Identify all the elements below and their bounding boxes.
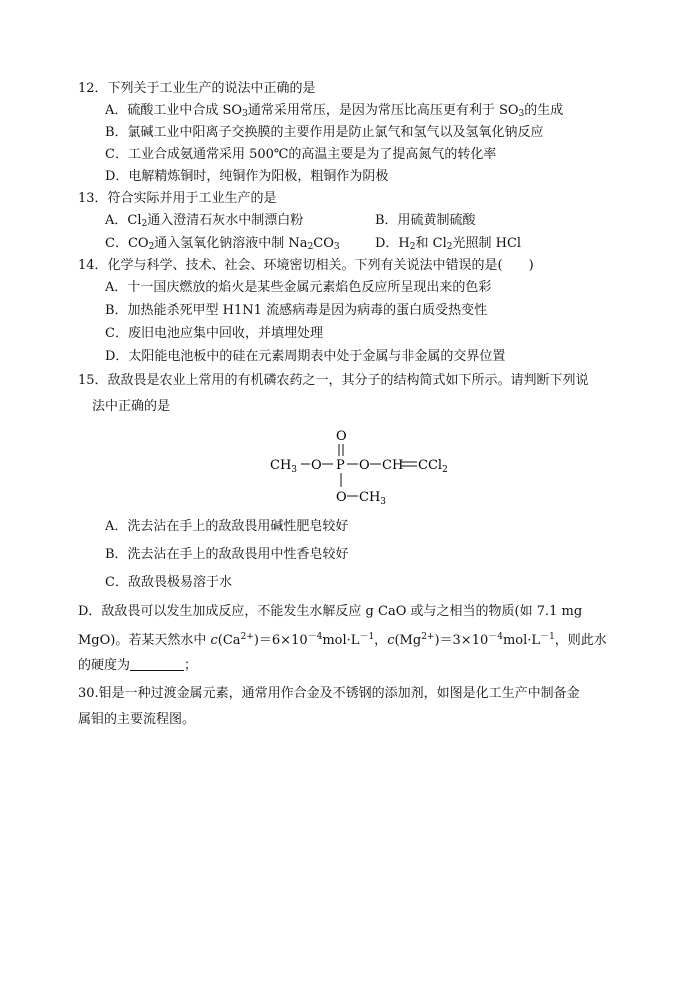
q15-stem-line1: 15．敌敌畏是农业上常用的有机磷农药之一，其分子的结构简式如下所示。请判断下列说: [78, 373, 589, 388]
q13-row-ab: [105, 212, 665, 233]
q30-line2: 属钼的主要流程图。: [78, 712, 196, 727]
q14-option-c: C．废旧电池应集中回收，并填埋处理: [105, 326, 323, 341]
formula-o1: O: [311, 458, 322, 473]
formula-ch3-left: $CH_3$: [270, 458, 298, 475]
q13-option-b: B．用硫黄制硫酸: [375, 213, 476, 228]
formula-o-bottom: O: [336, 490, 347, 505]
q13-stem: 13．符合实际并用于工业生产的是: [78, 191, 277, 206]
formula-p: P: [336, 458, 345, 473]
structural-formula: [260, 425, 470, 510]
formula-o-top: O: [336, 429, 347, 444]
q30-line1: 30.钼是一种过渡金属元素，通常用作合金及不锈钢的添加剂，如图是化工生产中制备金: [78, 686, 580, 701]
q12-option-b: B．氯碱工业中阳离子交换膜的主要作用是防止氯气和氢气以及氢氧化钠反应: [105, 125, 544, 140]
formula-o2: O: [359, 458, 370, 473]
q15-option-c: C．敌敌畏极易溶于水: [105, 575, 232, 590]
q14-stem: 14．化学与科学、技术、社会、环境密切相关。下列有关说法中错误的是( ): [78, 258, 534, 273]
q15-option-a: A．洗去沾在手上的敌敌畏用碱性肥皂较好: [105, 519, 349, 534]
q14-option-d: D．太阳能电池板中的硅在元素周期表中处于金属与非金属的交界位置: [105, 349, 506, 364]
q13-option-d: D．$H_2$和 $Cl_2$光照制 HCl: [375, 236, 522, 252]
formula-ccl2: CCl$_2$: [418, 458, 448, 475]
q14-option-b: B．加热能杀死甲型 H1N1 流感病毒是因为病毒的蛋白质受热变性: [105, 303, 488, 318]
q12-option-a: A．硫酸工业中合成 $SO_3$通常采用常压，是因为常压比高压更有利于 $SO_3$的生成: [105, 103, 564, 119]
q15-option-d: D．敌敌畏可以发生加成反应，不能发生水解反应 g CaO 或与之相当的物质(如 7.1 mg: [78, 604, 583, 619]
hardness-line2: 的硬度为 ；: [78, 658, 198, 673]
q12-option-c: C．工业合成氨通常采用 500℃的高温主要是为了提高氮气的转化率: [105, 147, 497, 162]
q13-option-a: A．$Cl_2$通入澄清石灰水中制漂白粉: [105, 213, 304, 229]
q13-option-c: C．$CO_2$通入氢氧化钠溶液中制 $Na_2CO_3$: [105, 236, 340, 252]
q15-stem-line2: 法中正确的是: [92, 399, 171, 414]
answer-blank[interactable]: [130, 658, 184, 671]
hardness-line1: MgO)。若某天然水中 $c(Ca^{2+})=6\times 10^{-4}mol\cdot L^{-1}$，$c(Mg^{2+})=3\times 10^{-4}mol\cdot L^{-1}$，则此水: [78, 632, 607, 648]
q12-option-d: D．电解精炼铜时，纯铜作为阳极，粗铜作为阴极: [105, 169, 389, 184]
formula-ch: CH: [382, 458, 404, 473]
q12-stem: 12．下列关于工业生产的说法中正确的是: [78, 81, 316, 96]
q14-option-a: A．十一国庆燃放的焰火是某些金属元素焰色反应所呈现出来的色彩: [105, 280, 492, 295]
q13-row-cd: [105, 235, 665, 256]
q15-option-b: B．洗去沾在手上的敌敌畏用中性香皂较好: [105, 547, 349, 562]
formula-ch3-bottom: $CH_3$: [359, 490, 387, 507]
